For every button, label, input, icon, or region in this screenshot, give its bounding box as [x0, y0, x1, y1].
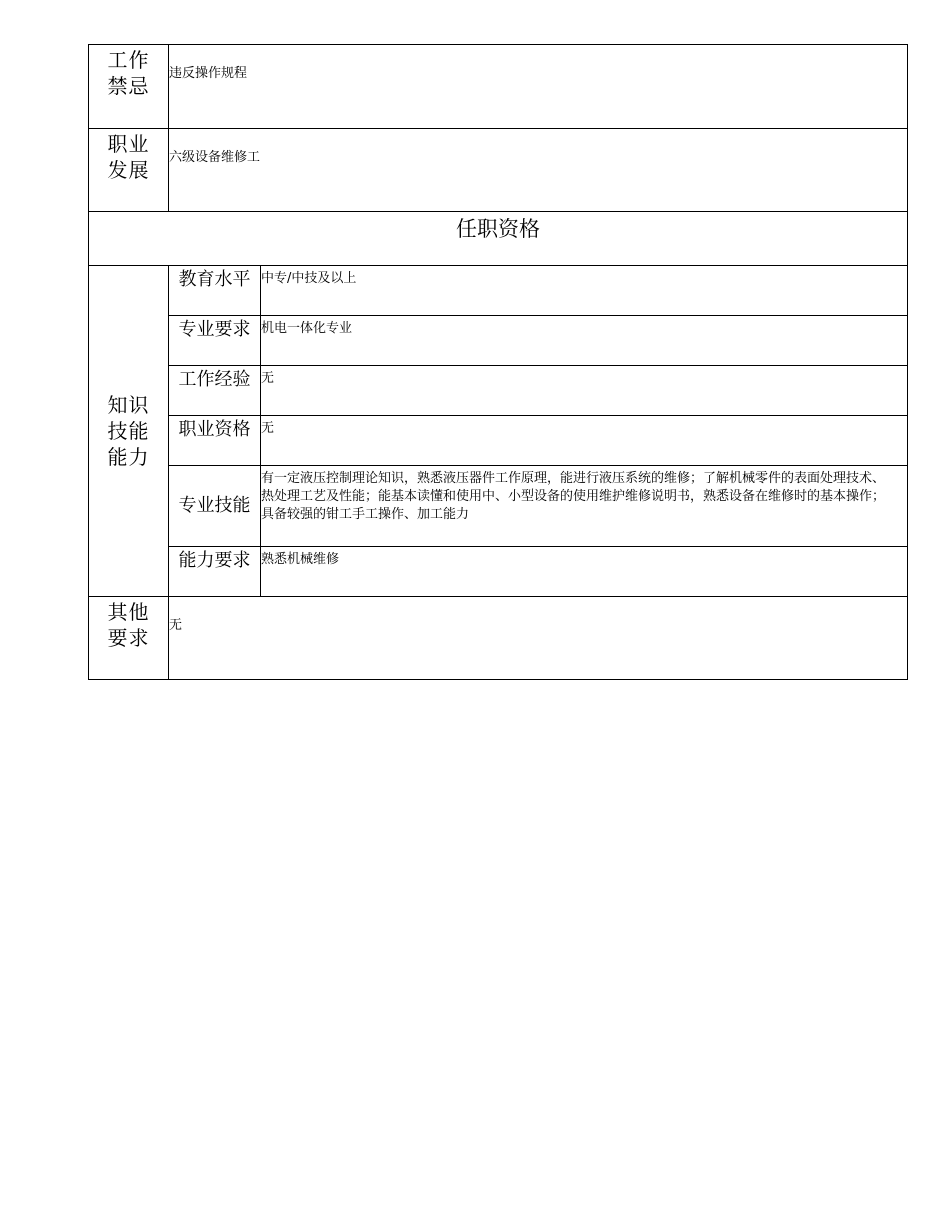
ability-label: 能力要求 — [169, 547, 261, 597]
education-label: 教育水平 — [169, 266, 261, 316]
qualification-title-row — [89, 212, 908, 266]
certification-value: 无 — [261, 416, 908, 466]
job-description-table — [88, 44, 908, 680]
certification-label: 职业资格 — [169, 416, 261, 466]
knowledge-row — [89, 366, 908, 416]
taboo-value: 违反操作规程 — [169, 45, 908, 129]
knowledge-label: 知识 技能 能力 — [89, 266, 169, 597]
experience-value: 无 — [261, 366, 908, 416]
other-value: 无 — [169, 597, 908, 680]
major-label: 专业要求 — [169, 316, 261, 366]
career-value: 六级设备维修工 — [169, 129, 908, 212]
qualification-title: 任职资格 — [89, 212, 908, 266]
other-label: 其他 要求 — [89, 597, 169, 680]
knowledge-row — [89, 547, 908, 597]
knowledge-row — [89, 416, 908, 466]
taboo-row — [89, 45, 908, 129]
taboo-label: 工作 禁忌 — [89, 45, 169, 129]
skills-value: 有一定液压控制理论知识，熟悉液压器件工作原理，能进行液压系统的维修；了解机械零件的表面处理技术、热处理工艺及性能；能基本读懂和使用中、小型设备的使用维护维修说明书，熟悉设备在维修时的基本操作；具备较强的钳工手工操作、加工能力 — [261, 466, 908, 547]
major-value: 机电一体化专业 — [261, 316, 908, 366]
skills-label: 专业技能 — [169, 466, 261, 547]
other-row — [89, 597, 908, 680]
knowledge-row — [89, 316, 908, 366]
experience-label: 工作经验 — [169, 366, 261, 416]
ability-value: 熟悉机械维修 — [261, 547, 908, 597]
education-value: 中专/中技及以上 — [261, 266, 908, 316]
knowledge-row — [89, 266, 908, 316]
knowledge-row — [89, 466, 908, 547]
career-row — [89, 129, 908, 212]
career-label: 职业 发展 — [89, 129, 169, 212]
